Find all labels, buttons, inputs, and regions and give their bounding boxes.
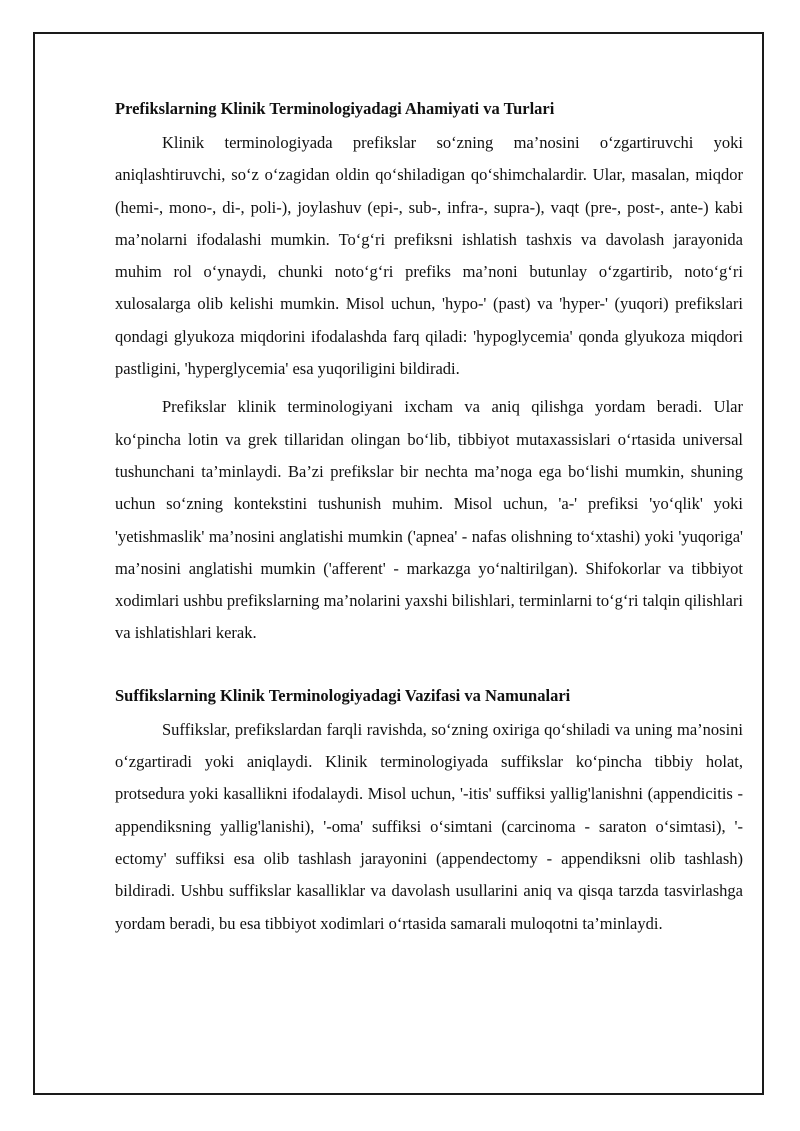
section-heading-suffixes: Suffikslarning Klinik Terminologiyadagi Vazifasi va Namunalari [115,685,571,705]
paragraph-prefixes-1: Klinik terminologiyada prefikslar so‘zning ma’nosini o‘zgartiruvchi yoki aniqlashtiruvchi, so‘z o‘zagidan oldin qo‘shiladigan qo‘shimchalardir. Ular, masalan, miqdor (hemi-, mono-, di-, poli-), joylashuv (epi-, sub-, infra-, supra-), vaqt (pre-, post-, ante-) kabi ma’nolarni ifodalashi mumkin. To‘g‘ri prefiksni ishlatish tashxis va davolash jarayonida muhim rol o‘ynaydi, chunki noto‘g‘ri prefiks ma’noni butunlay o‘zgartirib, noto‘g‘ri xulosalarga olib kelishi mumkin. Misol uchun, 'hypo-' (past) va 'hyper-' (yuqori) prefikslari qondagi glyukoza miqdorini ifodalashda farq qiladi: 'hypoglycemia' qonda glyukoza miqdori pastligini, 'hyperglycemia' esa yuqoriligini bildiradi. [115,133,743,379]
paragraph-suffixes-1: Suffikslar, prefikslardan farqli ravishda, so‘zning oxiriga qo‘shiladi va uning ma’nosini o‘zgartiradi yoki aniqlaydi. Klinik terminologiyada suffikslar ko‘pincha tibbiy holat, protsedura yoki kasallikni ifodalaydi. Misol uchun, '-itis' suffiksi yallig'lanishni (appendicitis - appendiksning yallig'lanishi), '-oma' suffiksi o‘simtani (carcinoma - saraton o‘simtasi), '-ectomy' suffiksi esa olib tashlash jarayonini (appendectomy - appendiksni olib tashlash) bildiradi. Ushbu suffikslar kasalliklar va davolash usullarini aniq va qisqa tarzda tasvirlashga yordam beradi, bu esa tibbiyot xodimlari o‘rtasida samarali muloqotni ta’minlaydi. [115,719,743,933]
section-heading-prefixes: Prefikslarning Klinik Terminologiyadagi Ahamiyati va Turlari [115,99,555,118]
paragraph-prefixes-2: Prefikslar klinik terminologiyani ixcham va aniq qilishga yordam beradi. Ular ko‘pincha lotin va grek tillaridan olingan bo‘lib, tibbiyot mutaxassislari o‘rtasida universal tushunchani ta’minlaydi. Ba’zi prefikslar bir nechta ma’noga ega bo‘lishi mumkin, shuning uchun so‘zning kontekstini tushunish muhim. Misol uchun, 'a-' prefiksi 'yo‘qlik' yoki 'yetishmaslik' ma’nosini anglatishi mumkin ('apnea' - nafas olishning to‘xtashi) yoki 'yuqoriga' ma’nosini anglatishi mumkin ('afferent' - markazga yo‘naltirilgan). Shifokorlar va tibbiyot xodimlari ushbu prefikslarning ma’nolarini yaxshi bilishlari, terminlarni to‘g‘ri talqin qilishlari va ishlatishlari kerak. [115,397,743,643]
document-body [115,97,743,946]
